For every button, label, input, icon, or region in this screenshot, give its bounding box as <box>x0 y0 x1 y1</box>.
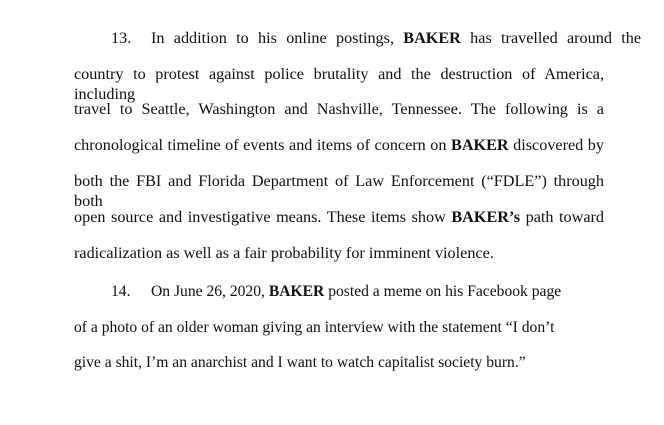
paragraph-line: travel to Seattle, Washington and Nashville, Tennessee. The following is a <box>74 100 604 118</box>
paragraph-line: 14. On June 26, 2020, BAKER posted a meme on his Facebook page <box>111 283 562 300</box>
paragraph-number: 13. <box>111 29 132 47</box>
paragraph-line: of a photo of an older woman giving an interview with the statement “I don’t <box>74 319 555 336</box>
defendant-name: BAKER <box>403 29 461 47</box>
paragraph-line: radicalization as well as a fair probability for imminent violence. <box>74 244 494 262</box>
paragraph-line: chronological timeline of events and items of concern on BAKER discovered by <box>74 136 604 154</box>
paragraph-line: 13. In addition to his online postings, BAKER has travelled around the <box>111 29 641 47</box>
defendant-name: BAKER’s <box>451 208 521 226</box>
defendant-name: BAKER <box>451 136 509 154</box>
defendant-name: BAKER <box>268 283 325 300</box>
paragraph-line: open source and investigative means. These items show BAKER’s path toward <box>74 208 604 226</box>
paragraph-number: 14. <box>111 283 131 300</box>
paragraph-line: give a shit, I’m an anarchist and I want to watch capitalist society burn.” <box>74 354 526 371</box>
paragraph-line: country to protest against police brutality and the destruction of America, including <box>74 65 604 103</box>
paragraph-line: both the FBI and Florida Department of Law Enforcement (“FDLE”) through both <box>74 172 604 210</box>
